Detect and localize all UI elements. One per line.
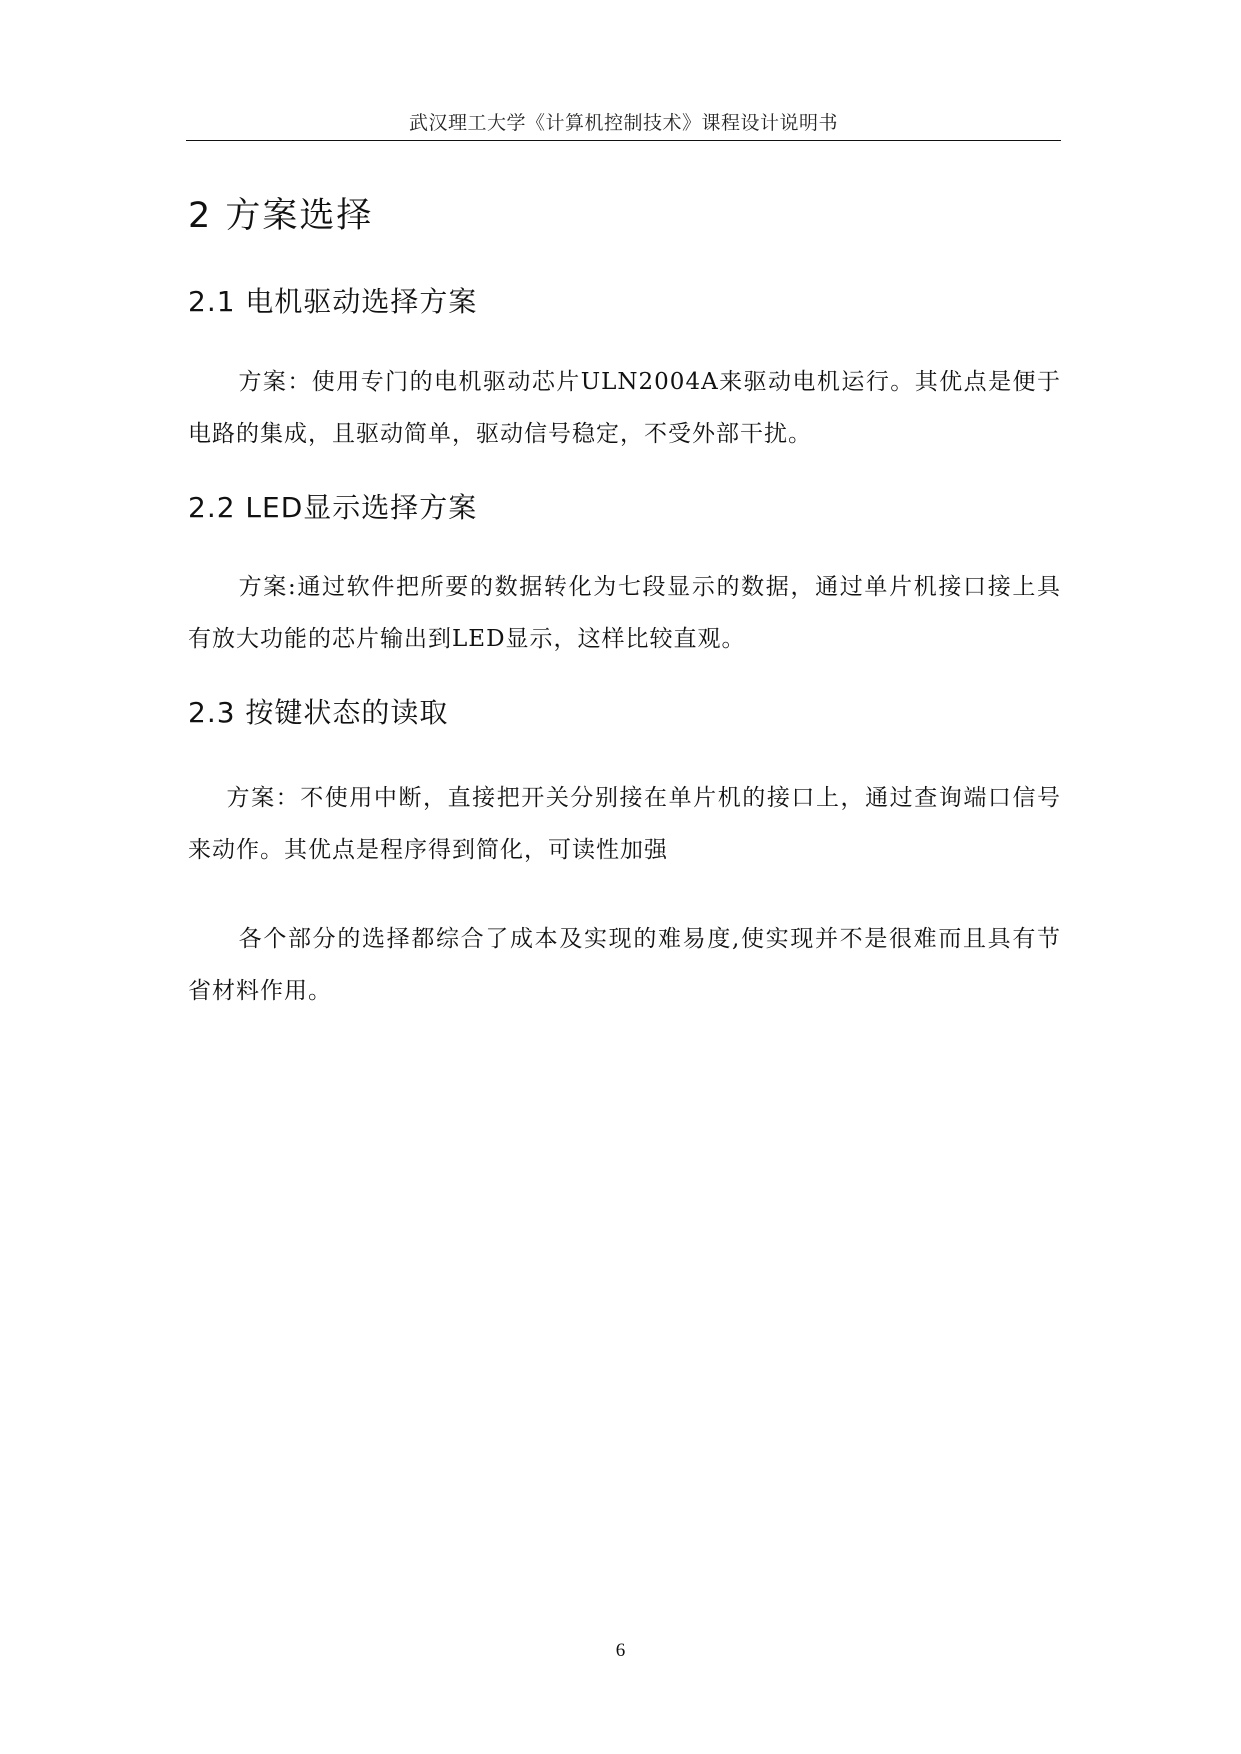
section-heading-2-2: 2.2 LED显示选择方案 <box>188 491 478 524</box>
header-rule <box>186 140 1061 141</box>
section-paragraph-2-2-text: 方案:通过软件把所要的数据转化为七段显示的数据，通过单片机接口接上具有放大功能的芯片输出到LED显示，这样比较直观。 <box>188 574 1061 652</box>
page-number: 6 <box>615 1640 626 1661</box>
section-heading-2-1: 2.1 电机驱动选择方案 <box>188 285 478 318</box>
section-paragraph-2-2 <box>188 561 1061 665</box>
section-heading-2-3: 2.3 按键状态的读取 <box>188 696 449 729</box>
running-header: 武汉理工大学《计算机控制技术》课程设计说明书 <box>408 112 838 134</box>
summary-paragraph-text: 各个部分的选择都综合了成本及实现的难易度,使实现并不是很难而且具有节省材料作用。 <box>188 926 1061 1004</box>
section-paragraph-2-1-text: 方案：使用专门的电机驱动芯片ULN2004A来驱动电机运行。其优点是便于电路的集成，且驱动简单，驱动信号稳定，不受外部干扰。 <box>188 369 1061 447</box>
chapter-heading: 2 方案选择 <box>188 196 374 236</box>
section-paragraph-2-1 <box>188 356 1061 460</box>
section-paragraph-2-3 <box>188 772 1061 876</box>
summary-paragraph <box>188 913 1061 1017</box>
section-paragraph-2-3-text: 方案：不使用中断，直接把开关分别接在单片机的接口上，通过查询端口信号来动作。其优点是程序得到简化，可读性加强 <box>188 785 1061 863</box>
